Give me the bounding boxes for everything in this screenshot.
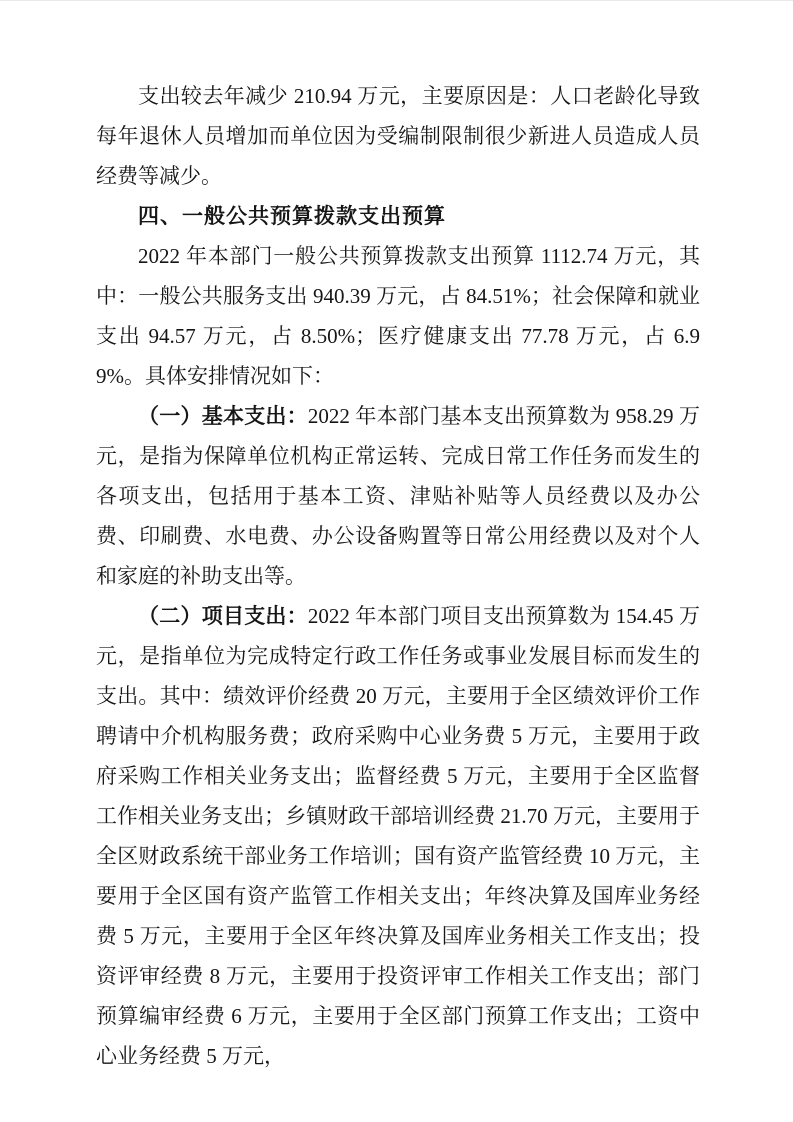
paragraph-body-project-expenditure: 2022 年本部门项目支出预算数为 154.45 万元，是指单位为完成特定行政工作任务或事业发展目标而发生的支出。其中：绩效评价经费 20 万元，主要用于全区绩效评价工作聘请中介机构服务费；政府采购中心业务费 5 万元，主要用于政府采购工作相关业务支出；监督经费 5 万元，主要用于全区监督工作相关业务支出；乡镇财政干部培训经费 21.70 万元，主要用于全区财政系统干部业务工作培训；国有资产监管经费 10 万元，主要用于全区国有资产监管工作相关支出；年终决算及国库业务经费 5 万元，主要用于全区年终决算及国库业务相关工作支出；投资评审经费 8 万元，主要用于投资评审工作相关工作支出；部门预算编审经费 6 万元，主要用于全区部门预算工作支出；工资中心业务经费 5 万元， [96, 604, 701, 1068]
paragraph-lead-project-expenditure: （二）项目支出： [138, 604, 308, 628]
paragraph-budget-overview: 2022 年本部门一般公共预算拨款支出预算 1112.74 万元，其中：一般公共服务支出 940.39 万元，占 84.51%；社会保障和就业支出 94.57 万元，占 8.50%；医疗健康支出 77.78 万元，占 6.99%。具体安排情况如下： [96, 244, 700, 388]
paragraph-body-basic-expenditure: 2022 年本部门基本支出预算数为 958.29 万元，是指为保障单位机构正常运转、完成日常工作任务而发生的各项支出，包括用于基本工资、津贴补贴等人员经费以及办公费、印刷费、水电费、办公设备购置等日常公用经费以及对个人和家庭的补助支出等。 [96, 404, 701, 588]
section-heading-general-public-budget: 四、一般公共预算拨款支出预算 [138, 204, 446, 228]
paragraph-expenditure-decrease: 支出较去年减少 210.94 万元，主要原因是：人口老龄化导致每年退休人员增加而单位因为受编制限制很少新进人员造成人员经费等减少。 [96, 84, 700, 188]
page-top-edge [0, 0, 793, 1]
paragraph-basic-expenditure [96, 396, 700, 596]
paragraph-project-expenditure [96, 596, 700, 1076]
paragraph-lead-basic-expenditure: （一）基本支出： [138, 404, 308, 428]
